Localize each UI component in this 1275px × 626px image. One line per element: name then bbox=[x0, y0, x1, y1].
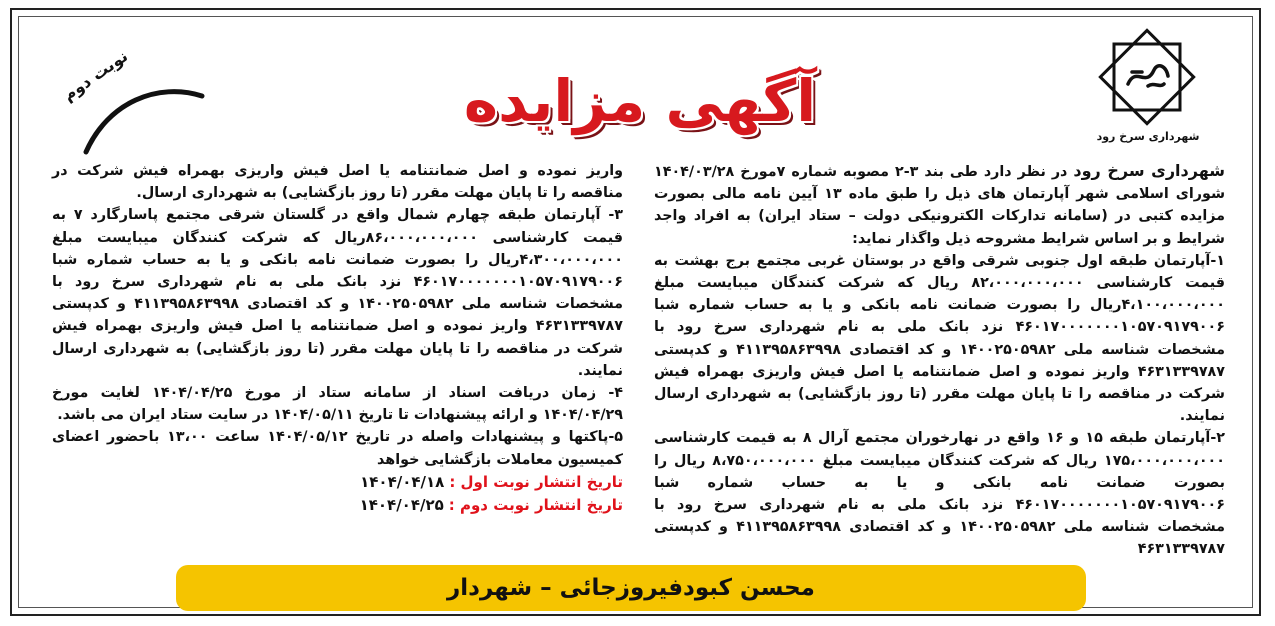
publication-date-second bbox=[52, 494, 623, 517]
lead-name: شهرداری سرخ رود bbox=[1073, 161, 1225, 180]
round-label: نوبت دوم bbox=[59, 46, 132, 105]
decorative-arc bbox=[78, 82, 208, 158]
municipality-seal-icon bbox=[1088, 26, 1206, 144]
publication-value-second: ۱۴۰۴/۰۴/۲۵ bbox=[359, 496, 444, 515]
publication-value-first: ۱۴۰۴/۰۴/۱۸ bbox=[360, 472, 445, 491]
publication-label-first: تاریخ انتشار نوبت اول : bbox=[449, 472, 623, 491]
logo-caption: شهرداری سرخ رود bbox=[1096, 130, 1200, 143]
right-column bbox=[654, 160, 1225, 561]
mayor-signature: محسن کبودفیروزجائی – شهردار bbox=[447, 575, 815, 601]
publication-date-first bbox=[52, 471, 623, 494]
signature-bar bbox=[176, 565, 1086, 611]
item-2-continued: واریز نموده و اصل ضمانتنامه یا اصل فیش واریزی بهمراه فیش شرکت در مناقصه را تا پایان مهلت مقرر (تا روز بازگشایی) به شهرداری ارسال. bbox=[52, 163, 623, 202]
item-3: ۳- آپارتمان طبقه چهارم شمال واقع در گلستان شرقی مجتمع پاسارگارد ۷ به قیمت کارشناسی ۸۶،۰۰۰،۰۰۰،۰۰۰ریال که شرکت کنندگان میبایست مبلغ ۴،۳۰۰،۰۰۰،۰۰۰ریال را بصورت ضمانت نامه بانکی و یا به حساب شماره شبا ۴۶۰۱۷۰۰۰۰۰۰۰۱۰۵۷۰۹۱۷۹۰۰۶ نزد بانک ملی به نام شهرداری سرخ رود با مشخصات شناسه ملی ۱۴۰۰۲۵۰۵۹۸۲ و کد اقتصادی ۴۱۱۳۹۵۸۶۳۹۹۸ و کدپستی ۴۶۳۱۳۳۹۷۸۷ واریز نموده و اصل ضمانتنامه یا اصل فیش واریزی بهمراه فیش شرکت در مناقصه را تا پایان مهلت مقرر (تا روز بازگشایی) به شهرداری ارسال نمایند. bbox=[52, 207, 623, 379]
item-5: ۵-پاکتها و پیشنهادات واصله در تاریخ ۱۴۰۴/۰۵/۱۲ ساعت ۱۳،۰۰ باحضور اعضای کمیسیون معاملات بازگشایی خواهد bbox=[52, 429, 623, 468]
publication-label-second: تاریخ انتشار نوبت دوم : bbox=[448, 496, 623, 515]
intro-text: در نظر دارد طی بند ۳-۲ مصوبه شماره ۷مورخ ۱۴۰۴/۰۳/۲۸ شورای اسلامی شهر آپارتمان های ذیل را طبق ماده ۱۳ آیین نامه مالی بصورت مزایده کتبی در (سامانه تدارکات الکترونیکی دولت – ستاد ایران) به افراد واجد شرایط و بر اساس شرایط مشروحه ذیل واگذار نماید: bbox=[654, 164, 1226, 247]
page-title: آگهی مزایده bbox=[463, 67, 817, 135]
headline bbox=[430, 56, 850, 146]
item-2: ۲-آپارتمان طبقه ۱۵ و ۱۶ واقع در نهارخوران مجتمع آرال ۸ به قیمت کارشناسی ۱۷۵،۰۰۰،۰۰۰،۰۰۰ ریال که شرکت کنندگان میبایست مبلغ ۸،۷۵۰،۰۰۰،۰۰۰ ریال را بصورت ضمانت نامه بانکی و یا به حساب شماره شبا ۴۶۰۱۷۰۰۰۰۰۰۰۱۰۵۷۰۹۱۷۹۰۰۶ نزد بانک ملی به نام شهرداری سرخ رود با مشخصات شناسه ملی ۱۴۰۰۲۵۰۵۹۸۲ و کد اقتصادی ۴۱۱۳۹۵۸۶۳۹۹۸ و کدپستی ۴۶۳۱۳۳۹۷۸۷ bbox=[654, 430, 1225, 558]
intro-paragraph bbox=[654, 160, 1225, 250]
item-4: ۴- زمان دریافت اسناد از سامانه ستاد از مورخ ۱۴۰۴/۰۴/۲۵ لغایت مورخ ۱۴۰۴/۰۴/۲۹ و ارائه پیشنهادات تا تاریخ ۱۴۰۴/۰۵/۱۱ در سایت ستاد ایران می باشد. bbox=[52, 385, 623, 424]
left-column bbox=[52, 160, 623, 517]
item-1: ۱-آپارتمان طبقه اول جنوبی شرقی واقع در بوستان غربی مجتمع برج بهشت به قیمت کارشناسی ۸۲،۰۰۰،۰۰۰،۰۰۰ ریال که شرکت کنندگان میبایست مبلغ ۴،۱۰۰،۰۰۰،۰۰۰ریال را بصورت ضمانت نامه بانکی و یا به حساب شماره شبا ۴۶۰۱۷۰۰۰۰۰۰۰۱۰۵۷۰۹۱۷۹۰۰۶ نزد بانک ملی به نام شهرداری سرخ رود با مشخصات شناسه ملی ۱۴۰۰۲۵۰۵۹۸۲ و کد اقتصادی ۴۱۱۳۹۵۸۶۳۹۹۸ و کدپستی ۴۶۳۱۳۳۹۷۸۷ واریز نموده و اصل ضمانتنامه یا اصل فیش واریزی بهمراه فیش شرکت در مناقصه را تا پایان مهلت مقرر (تا روز بازگشایی) به شهرداری ارسال نمایند. bbox=[654, 252, 1225, 425]
